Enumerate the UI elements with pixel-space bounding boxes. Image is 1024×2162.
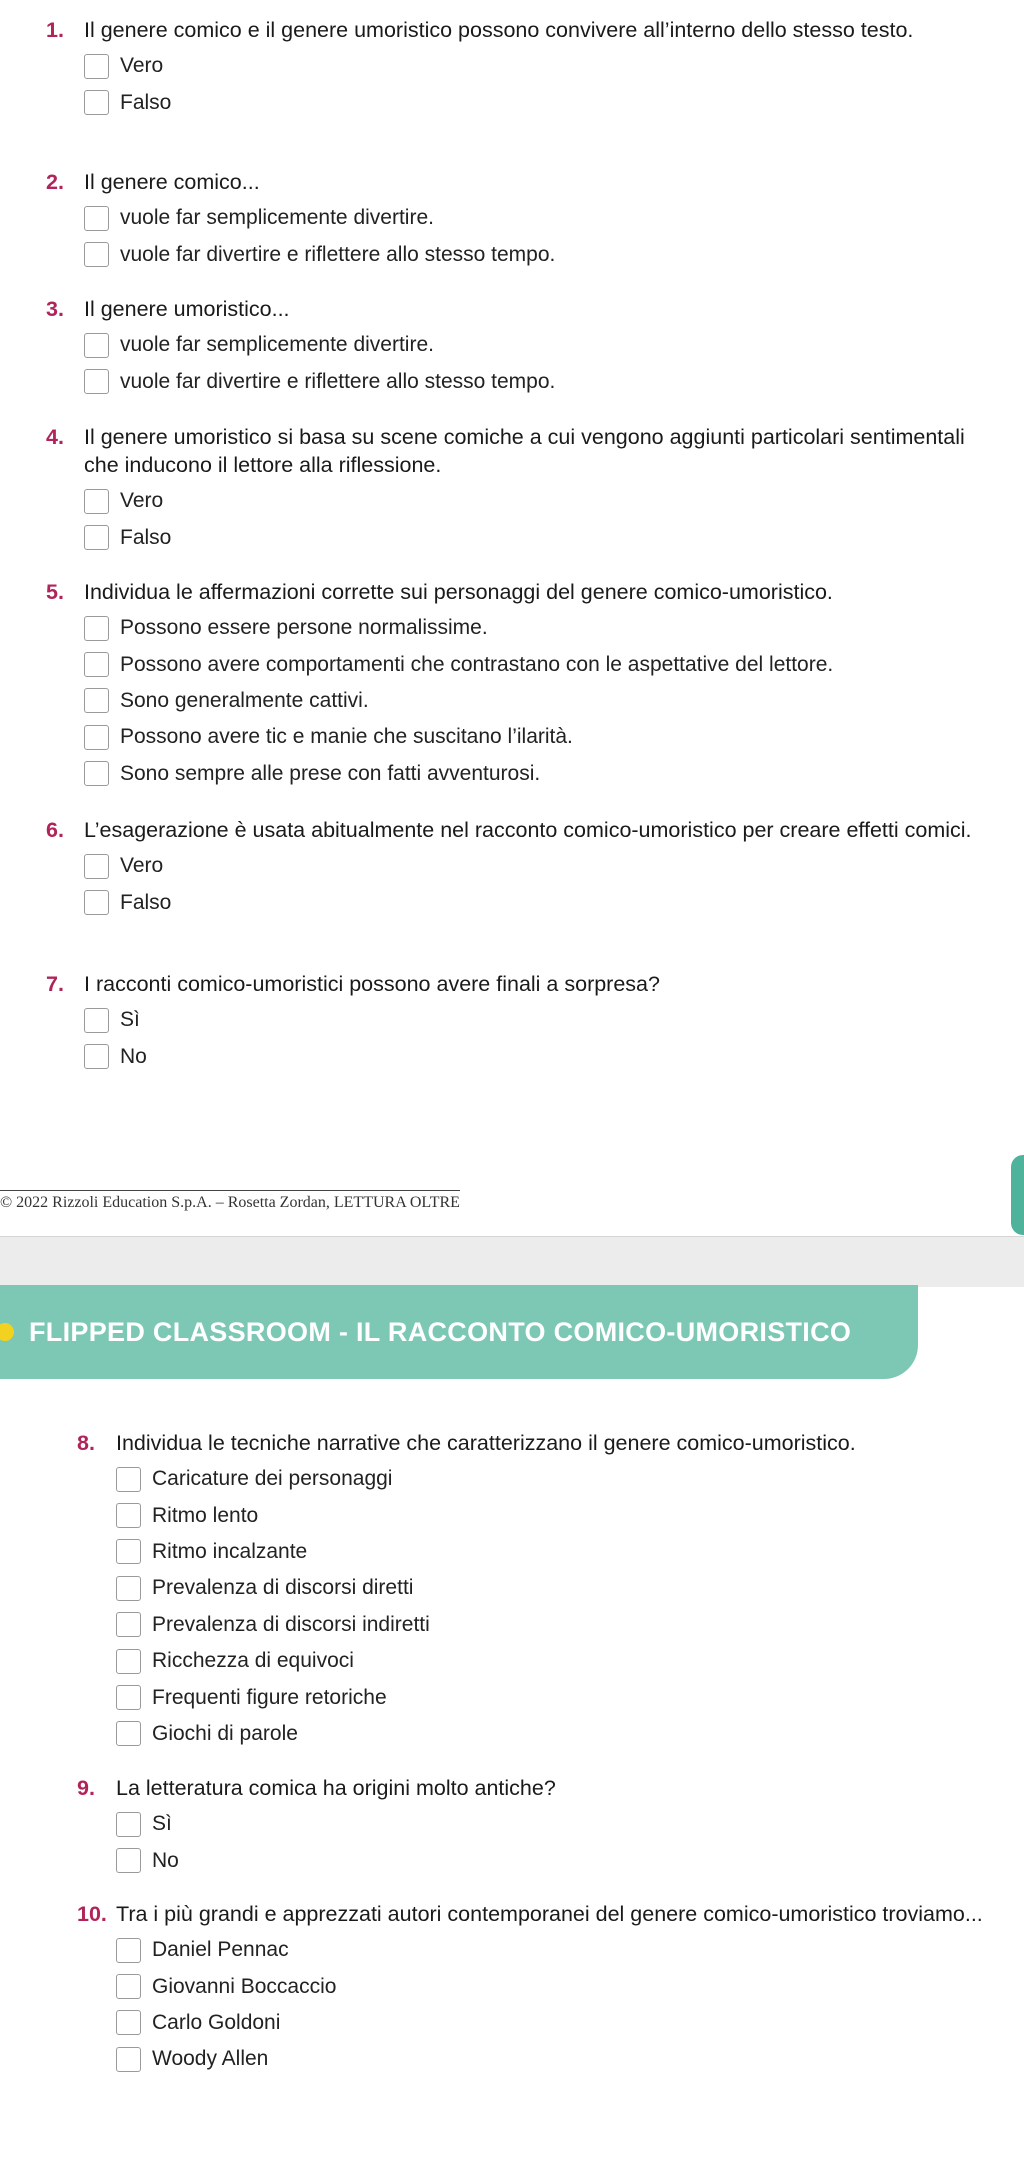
option-label: Falso — [120, 90, 172, 114]
checkbox[interactable] — [84, 90, 109, 115]
option-si[interactable] — [84, 1002, 1024, 1038]
option-list — [116, 1932, 1024, 2078]
question-heading — [0, 970, 1024, 998]
option-possono-avere-tic-e-manie-che-suscitano-[interactable] — [84, 719, 1024, 755]
question-number: 3. — [46, 297, 64, 321]
option-label: Possono avere tic e manie che suscitano l’ilarità. — [120, 725, 573, 749]
option-vuole-far-divertire-e-riflettere-allo-st[interactable] — [84, 236, 1024, 272]
question-heading — [0, 816, 1024, 844]
option-label: Carlo Goldoni — [152, 2010, 281, 2034]
checkbox[interactable] — [84, 242, 109, 267]
checkbox[interactable] — [116, 1576, 141, 1601]
option-list — [84, 1002, 1024, 1075]
option-no[interactable] — [84, 1038, 1024, 1074]
checkbox[interactable] — [116, 1974, 141, 1999]
option-list — [84, 848, 1024, 921]
option-label: vuole far semplicemente divertire. — [120, 333, 434, 357]
checkbox[interactable] — [84, 688, 109, 713]
checkbox[interactable] — [84, 616, 109, 641]
question-text: I racconti comico-umoristici possono avere finali a sorpresa? — [84, 972, 660, 996]
option-prevalenza-di-discorsi-indiretti[interactable] — [116, 1607, 1024, 1643]
option-label: No — [152, 1848, 179, 1872]
option-label: Falso — [120, 525, 172, 549]
section-banner — [0, 1285, 918, 1379]
checkbox[interactable] — [84, 854, 109, 879]
option-label: Vero — [120, 854, 164, 878]
option-si[interactable] — [116, 1806, 1024, 1842]
question-5 — [0, 578, 1024, 792]
question-6 — [0, 816, 1024, 921]
option-list — [116, 1461, 1024, 1752]
checkbox[interactable] — [116, 1612, 141, 1637]
option-ritmo-lento[interactable] — [116, 1497, 1024, 1533]
question-number: 7. — [46, 972, 64, 996]
question-7 — [0, 970, 1024, 1075]
option-vuole-far-semplicemente-divertire[interactable] — [84, 327, 1024, 363]
option-label: Sì — [120, 1008, 140, 1032]
question-1 — [0, 16, 1024, 121]
question-heading — [0, 16, 1024, 44]
question-number: 2. — [46, 170, 64, 194]
option-list — [84, 327, 1024, 400]
option-label: Ricchezza di equivoci — [152, 1649, 354, 1673]
bullet-dot-icon — [0, 1323, 14, 1341]
question-text: Individua le tecniche narrative che caratterizzano il genere comico-umoristico. — [116, 1431, 856, 1455]
question-9 — [0, 1774, 1024, 1879]
question-10 — [0, 1900, 1024, 2078]
option-woody-allen[interactable] — [116, 2041, 1024, 2077]
option-label: vuole far semplicemente divertire. — [120, 206, 434, 230]
option-sono-generalmente-cattivi[interactable] — [84, 683, 1024, 719]
option-label: Giochi di parole — [152, 1721, 298, 1745]
question-3 — [0, 295, 1024, 400]
option-vero[interactable] — [84, 48, 1024, 84]
question-number: 9. — [77, 1776, 95, 1800]
checkbox[interactable] — [116, 2047, 141, 2072]
question-2 — [0, 168, 1024, 273]
checkbox[interactable] — [84, 54, 109, 79]
checkbox[interactable] — [84, 525, 109, 550]
option-possono-essere-persone-normalissime[interactable] — [84, 610, 1024, 646]
checkbox[interactable] — [84, 890, 109, 915]
option-label: Prevalenza di discorsi indiretti — [152, 1612, 430, 1636]
option-ritmo-incalzante[interactable] — [116, 1534, 1024, 1570]
option-vero[interactable] — [84, 848, 1024, 884]
option-label: Ritmo incalzante — [152, 1539, 308, 1563]
option-falso[interactable] — [84, 884, 1024, 920]
checkbox[interactable] — [84, 725, 109, 750]
question-number: 4. — [46, 425, 64, 449]
option-vuole-far-semplicemente-divertire[interactable] — [84, 200, 1024, 236]
option-list — [84, 483, 1024, 556]
question-number: 6. — [46, 818, 64, 842]
option-label: Falso — [120, 890, 172, 914]
question-heading — [0, 1429, 1024, 1457]
option-label: Vero — [120, 489, 164, 513]
checkbox[interactable] — [84, 206, 109, 231]
option-list — [116, 1806, 1024, 1879]
option-giochi-di-parole[interactable] — [116, 1716, 1024, 1752]
side-tab-marker — [1011, 1155, 1024, 1235]
option-sono-sempre-alle-prese-con-fatti-avventu[interactable] — [84, 756, 1024, 792]
option-label: No — [120, 1044, 147, 1068]
option-list — [84, 200, 1024, 273]
option-label: vuole far divertire e riflettere allo stesso tempo. — [120, 369, 556, 393]
option-falso[interactable] — [84, 84, 1024, 120]
option-label: Possono essere persone normalissime. — [120, 616, 488, 640]
question-heading — [0, 578, 1024, 606]
checkbox[interactable] — [84, 761, 109, 786]
checkbox[interactable] — [116, 1721, 141, 1746]
option-vuole-far-divertire-e-riflettere-allo-st[interactable] — [84, 363, 1024, 399]
checkbox[interactable] — [116, 1812, 141, 1837]
option-daniel-pennac[interactable] — [116, 1932, 1024, 1968]
option-giovanni-boccaccio[interactable] — [116, 1968, 1024, 2004]
checkbox[interactable] — [116, 1649, 141, 1674]
checkbox[interactable] — [116, 2010, 141, 2035]
checkbox[interactable] — [116, 1503, 141, 1528]
question-heading — [0, 1900, 1024, 1928]
checkbox[interactable] — [84, 489, 109, 514]
checkbox[interactable] — [116, 1467, 141, 1492]
option-possono-avere-comportamenti-che-contrast[interactable] — [84, 646, 1024, 682]
option-list — [84, 610, 1024, 792]
checkbox[interactable] — [116, 1685, 141, 1710]
section-title: FLIPPED CLASSROOM - IL RACCONTO COMICO-UMORISTICO — [29, 1316, 852, 1347]
option-vero[interactable] — [84, 483, 1024, 519]
option-label: Ritmo lento — [152, 1503, 259, 1527]
option-label: Sono sempre alle prese con fatti avventurosi. — [120, 761, 541, 785]
option-frequenti-figure-retoriche[interactable] — [116, 1679, 1024, 1715]
option-label: vuole far divertire e riflettere allo stesso tempo. — [120, 242, 556, 266]
question-text: La letteratura comica ha origini molto antiche? — [116, 1776, 556, 1800]
question-heading — [0, 1774, 1024, 1802]
question-number: 5. — [46, 580, 64, 604]
checkbox[interactable] — [84, 369, 109, 394]
option-list — [84, 48, 1024, 121]
option-label: Possono avere comportamenti che contrastano con le aspettative del lettore. — [120, 652, 834, 676]
checkbox[interactable] — [84, 1044, 109, 1069]
question-text: Individua le affermazioni corrette sui personaggi del genere comico-umoristico. — [84, 580, 833, 604]
checkbox[interactable] — [84, 652, 109, 677]
question-text: Il genere umoristico si basa su scene comiche a cui vengono aggiunti particolari sentimentali che inducono il lettore alla riflessione. — [84, 425, 965, 477]
question-number: 8. — [77, 1431, 95, 1455]
question-heading — [0, 168, 1024, 196]
checkbox[interactable] — [84, 1008, 109, 1033]
copyright-footer: © 2022 Rizzoli Education S.p.A. – Rosetta Zordan, LETTURA OLTRE — [0, 1190, 460, 1212]
question-text: L’esagerazione è usata abitualmente nel racconto comico-umoristico per creare effetti comici. — [84, 818, 972, 842]
option-ricchezza-di-equivoci[interactable] — [116, 1643, 1024, 1679]
question-number: 10. — [77, 1902, 107, 1926]
option-prevalenza-di-discorsi-diretti[interactable] — [116, 1570, 1024, 1606]
option-label: Frequenti figure retoriche — [152, 1685, 387, 1709]
option-carlo-goldoni[interactable] — [116, 2005, 1024, 2041]
option-no[interactable] — [116, 1842, 1024, 1878]
option-label: Giovanni Boccaccio — [152, 1974, 337, 1998]
page-separator — [0, 1236, 1024, 1287]
question-8 — [0, 1429, 1024, 1752]
question-text: Il genere umoristico... — [84, 297, 290, 321]
option-label: Sono generalmente cattivi. — [120, 688, 369, 712]
option-label: Prevalenza di discorsi diretti — [152, 1576, 414, 1600]
question-heading — [0, 295, 1024, 323]
option-label: Caricature dei personaggi — [152, 1467, 393, 1491]
option-label: Vero — [120, 54, 164, 78]
question-text: Tra i più grandi e apprezzati autori contemporanei del genere comico-umoristico troviamo... — [116, 1902, 983, 1926]
option-label: Sì — [152, 1812, 172, 1836]
question-4 — [0, 423, 1024, 556]
checkbox[interactable] — [116, 1539, 141, 1564]
checkbox[interactable] — [84, 333, 109, 358]
question-text: Il genere comico... — [84, 170, 260, 194]
option-label: Woody Allen — [152, 2047, 269, 2071]
checkbox[interactable] — [116, 1938, 141, 1963]
option-caricature-dei-personaggi[interactable] — [116, 1461, 1024, 1497]
question-heading — [0, 423, 1024, 479]
option-falso[interactable] — [84, 519, 1024, 555]
question-text: Il genere comico e il genere umoristico possono convivere all’interno dello stesso testo. — [84, 18, 914, 42]
checkbox[interactable] — [116, 1848, 141, 1873]
question-number: 1. — [46, 18, 64, 42]
option-label: Daniel Pennac — [152, 1938, 289, 1962]
